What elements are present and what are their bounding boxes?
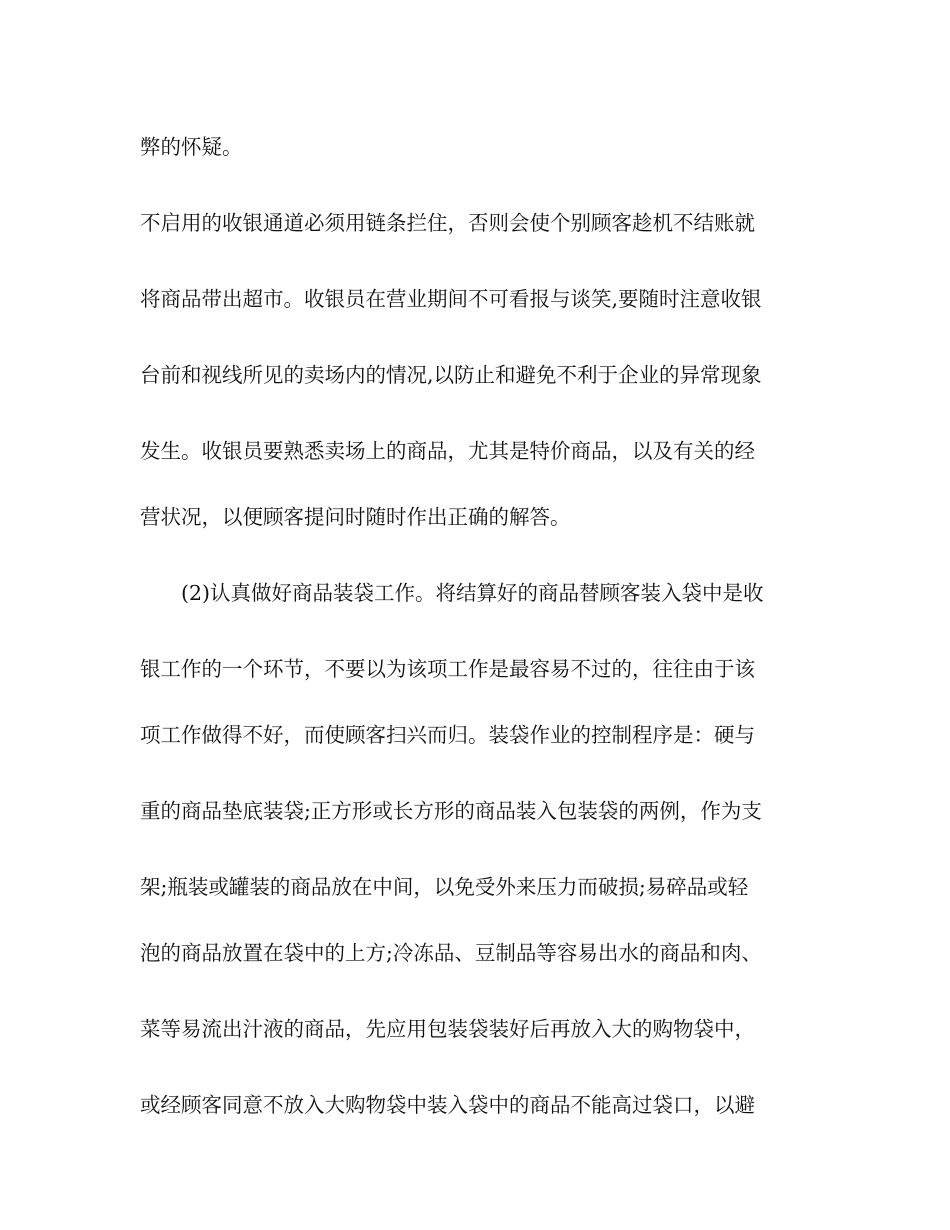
text-line-content: (2)认真做好商品装袋工作。将结算好的商品替顾客装入袋中是收 xyxy=(181,581,764,605)
text-line-content: 弊的怀疑。 xyxy=(140,135,243,159)
text-line-content: 将商品带出超市。收银员在营业期间不可看报与谈笑,要随时注意收银 xyxy=(140,287,762,311)
text-line-content: 泡的商品放置在袋中的上方;冷冻品、豆制品等容易出水的商品和肉、 xyxy=(140,941,762,965)
text-line-content: 菜等易流出汁液的商品，先应用包装袋装好后再放入大的购物袋中， xyxy=(140,1017,755,1041)
text-line-content: 银工作的一个环节，不要以为该项工作是最容易不过的，往往由于该 xyxy=(140,657,755,681)
text-line-content: 项工作做得不好，而使顾客扫兴而归。装袋作业的控制程序是：硬与 xyxy=(140,723,755,747)
text-line-content: 台前和视线所见的卖场内的情况,以防止和避免不利于企业的异常现象 xyxy=(140,363,762,387)
text-line-content: 营状况，以便顾客提问时随时作出正确的解答。 xyxy=(140,505,571,529)
text-line-content: 不启用的收银通道必须用链条拦住，否则会使个别顾客趁机不结账就 xyxy=(140,211,755,235)
text-line-content: 重的商品垫底装袋;正方形或长方形的商品装入包装袋的两例，作为支 xyxy=(140,799,762,823)
text-line-content: 发生。收银员要熟悉卖场上的商品，尤其是特价商品，以及有关的经 xyxy=(140,439,755,463)
text-line-content: 架;瓶装或罐装的商品放在中间，以免受外来压力而破损;易碎品或轻 xyxy=(140,875,749,899)
text-line-content: 或经顾客同意不放入大购物袋中装入袋中的商品不能高过袋口，以避 xyxy=(140,1093,755,1117)
